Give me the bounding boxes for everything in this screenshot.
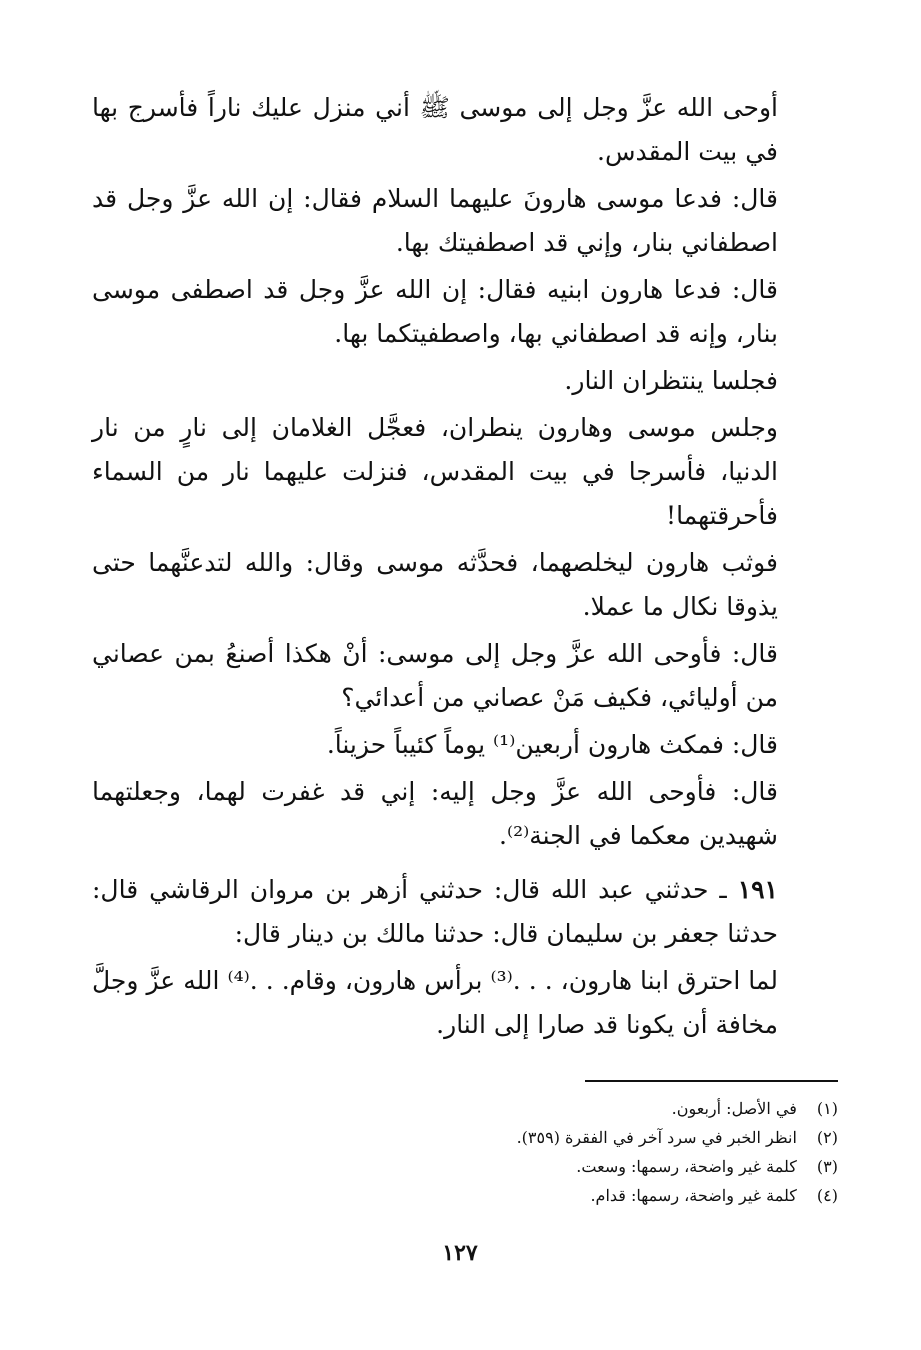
footnote-3 <box>300 1152 838 1181</box>
footnote-text: كلمة غير واضحة، رسمها: وسعت. <box>576 1157 797 1176</box>
page-number: ١٢٧ <box>442 1240 478 1266</box>
paragraph-9: قال: فأوحى الله عزَّ وجل إليه: إني قد غفرت لهما، وجعلتهما شهيدين معكما في الجنة⁽²⁾. <box>92 777 778 850</box>
footnotes <box>300 1094 838 1210</box>
footnote-number: (٤) <box>816 1186 838 1205</box>
paragraph-3: قال: فدعا هارون ابنيه فقال: إن الله عزَّ وجل قد اصطفى موسى بنار، وإنه قد اصطفاني بها، واصطفيتكما بها. <box>92 275 778 348</box>
footnote-text: في الأصل: أربعون. <box>671 1099 797 1118</box>
paragraph-1: أوحى الله عزَّ وجل إلى موسى ﷺ أني منزل عليك ناراً فأسرج بها في بيت المقدس. <box>92 93 778 166</box>
hadith-chain: ـ حدثني عبد الله قال: حدثني أزهر بن مروان الرقاشي قال: حدثنا جعفر بن سليمان قال: حدثنا مالك بن دينار قال: <box>92 875 778 948</box>
footnote-divider <box>585 1080 838 1082</box>
paragraph-8: قال: فمكث هارون أربعين⁽¹⁾ يوماً كئيباً حزيناً. <box>326 730 778 759</box>
footnote-number: (٣) <box>816 1157 838 1176</box>
hadith-paragraph <box>92 868 838 956</box>
paragraph-2: قال: فدعا موسى هارونَ عليهما السلام فقال: إن الله عزَّ وجل قد اصطفاني بنار، وإني قد اصطفيتك بها. <box>92 184 778 257</box>
footnote-number: (٢) <box>816 1128 838 1147</box>
hadith-number: ١٩١ <box>737 875 778 904</box>
paragraph-6: فوثب هارون ليخلصهما، فحدَّثه موسى وقال: والله لتدعنَّهما حتى يذوقا نكال ما عملا. <box>92 548 778 621</box>
footnote-1 <box>300 1094 838 1123</box>
closing-paragraph: لما احترق ابنا هارون، . . .⁽³⁾ برأس هارون، وقام. . .⁽⁴⁾ الله عزَّ وجلَّ مخافة أن يكونا قد صارا إلى النار. <box>92 966 778 1039</box>
footnote-number: (١) <box>816 1099 838 1118</box>
footnote-text: انظر الخبر في سرد آخر في الفقرة (٣٥٩). <box>516 1128 797 1147</box>
paragraph-4: فجلسا ينتظران النار. <box>564 366 778 395</box>
footnote-2 <box>300 1123 838 1152</box>
paragraph-7: قال: فأوحى الله عزَّ وجل إلى موسى: أنْ هكذا أصنعُ بمن عصاني من أوليائي، فكيف مَنْ عصاني من أعدائي؟ <box>92 639 778 712</box>
paragraph-5: وجلس موسى وهارون ينطران، فعجَّل الغلامان إلى نارٍ من نار الدنيا، فأسرجا في بيت المقدس، فنزلت عليهما نار من السماء فأحرقتهما! <box>92 413 778 530</box>
footnote-text: كلمة غير واضحة، رسمها: قدام. <box>590 1186 797 1205</box>
footnote-4 <box>300 1181 838 1210</box>
main-text <box>92 86 838 1050</box>
